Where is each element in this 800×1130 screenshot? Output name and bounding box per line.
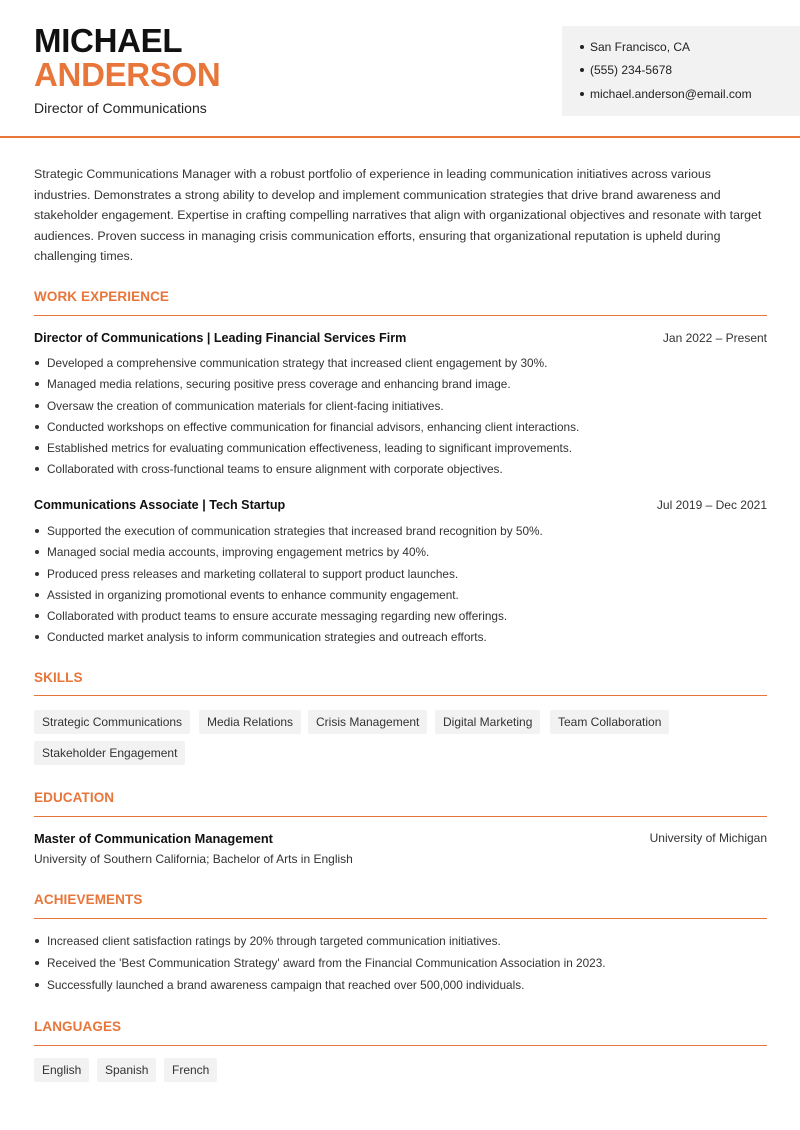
job-title: Director of Communications — [34, 100, 207, 116]
section-title-work: WORK EXPERIENCE — [34, 289, 170, 304]
section-title-education: EDUCATION — [34, 790, 115, 805]
contact-email — [580, 87, 752, 101]
bullet-text: Collaborated with cross-functional teams to ensure alignment with corporate objectives. — [47, 462, 503, 477]
bullet-icon — [35, 382, 39, 386]
bullet-icon — [35, 939, 39, 943]
list-item — [34, 566, 769, 587]
contact-box — [562, 26, 800, 116]
job-dates: Jan 2022 – Present — [662, 331, 767, 345]
bullet-text: Established metrics for evaluating communication effectiveness, leading to significant improvements. — [47, 441, 573, 456]
section-divider — [34, 1045, 767, 1046]
list-item — [34, 523, 769, 544]
list-item — [34, 955, 769, 977]
bullet-icon — [35, 361, 39, 365]
bullet-text: Managed media relations, securing positive press coverage and enhancing brand image. — [47, 377, 511, 392]
list-item — [34, 544, 769, 565]
section-divider — [34, 695, 767, 696]
bullet-icon — [580, 92, 584, 96]
list-item — [34, 440, 769, 461]
list-item — [34, 376, 769, 397]
education-detail: University of Southern California; Bachelor of Arts in English — [34, 852, 353, 866]
language-chip: French — [164, 1058, 217, 1082]
bullet-icon — [35, 572, 39, 576]
list-item — [34, 933, 769, 955]
list-item — [34, 419, 769, 440]
bullet-icon — [580, 68, 584, 72]
bullet-text: Assisted in organizing promotional events to enhance community engagement. — [47, 587, 459, 602]
contact-phone — [580, 63, 672, 77]
achievement-bullets — [34, 933, 769, 999]
bullet-text: Managed social media accounts, improving engagement metrics by 40%. — [47, 545, 430, 560]
language-chip: English — [34, 1058, 89, 1082]
list-item — [34, 629, 769, 650]
list-item — [34, 977, 769, 999]
section-divider — [34, 816, 767, 817]
resume-header — [0, 0, 800, 138]
section-title-languages: LANGUAGES — [34, 1019, 122, 1034]
bullet-text: Oversaw the creation of communication materials for client-facing initiatives. — [47, 398, 444, 413]
job-heading: Communications Associate | Tech Startup — [34, 498, 286, 512]
location-text: San Francisco, CA — [590, 40, 691, 54]
email-text: michael.anderson@email.com — [590, 87, 752, 101]
phone-text: (555) 234-5678 — [590, 63, 673, 77]
list-item — [34, 461, 769, 482]
bullet-icon — [35, 446, 39, 450]
first-name: MICHAEL — [34, 22, 183, 59]
bullet-icon — [35, 550, 39, 554]
bullet-text: Collaborated with product teams to ensure accurate messaging regarding new offerings. — [47, 609, 508, 624]
education-degree: Master of Communication Management — [34, 831, 273, 846]
skill-chip: Stakeholder Engagement — [34, 741, 185, 765]
language-chip: Spanish — [97, 1058, 156, 1082]
bullet-text: Produced press releases and marketing collateral to support product launches. — [47, 566, 459, 581]
skill-chip: Crisis Management — [308, 710, 427, 734]
education-school: University of Michigan — [649, 831, 767, 845]
list-item — [34, 587, 769, 608]
bullet-icon — [35, 635, 39, 639]
bullet-icon — [35, 593, 39, 597]
list-item — [34, 608, 769, 629]
section-title-achievements: ACHIEVEMENTS — [34, 892, 143, 907]
bullet-text: Received the 'Best Communication Strategy' award from the Financial Communication Association in 2023. — [47, 956, 606, 970]
bullet-text: Supported the execution of communication strategies that increased brand recognition by 50%. — [47, 524, 543, 538]
last-name: ANDERSON — [34, 56, 221, 93]
bullet-icon — [35, 614, 39, 618]
bullet-text: Increased client satisfaction ratings by 20% through targeted communication initiatives. — [47, 934, 501, 948]
bullet-text: Developed a comprehensive communication strategy that increased client engagement by 30%. — [47, 356, 548, 370]
job-dates: Jul 2019 – Dec 2021 — [656, 498, 767, 512]
summary-paragraph: Strategic Communications Manager with a robust portfolio of experience in leading communication initiatives across various industries. Demonstrates a strong ability to develop and implement communication strategies that drive brand awareness and stakeholder engagement. Expertise in crafting compelling narratives that align with organizational objectives and resonate with target audiences. Proven success in managing crisis communication efforts, ensuring that organizational reputation is upheld during challenging times. — [34, 167, 762, 263]
bullet-icon — [35, 467, 39, 471]
job-heading: Director of Communications | Leading Financial Services Firm — [34, 331, 407, 345]
bullet-text: Conducted workshops on effective communication for financial advisors, enhancing client interactions. — [47, 419, 580, 434]
bullet-text: Conducted market analysis to inform communication strategies and outreach efforts. — [47, 630, 487, 645]
contact-location — [580, 40, 690, 54]
list-item — [34, 398, 769, 419]
bullet-icon — [35, 425, 39, 429]
bullet-icon — [580, 45, 584, 49]
bullet-icon — [35, 961, 39, 965]
bullet-icon — [35, 983, 39, 987]
skill-chip: Digital Marketing — [435, 710, 540, 734]
bullet-icon — [35, 529, 39, 533]
job-bullets — [34, 355, 769, 483]
list-item — [34, 355, 769, 376]
skill-chip: Team Collaboration — [550, 710, 669, 734]
bullet-text: Successfully launched a brand awareness campaign that reached over 500,000 individuals. — [47, 978, 525, 992]
skill-chip: Media Relations — [199, 710, 301, 734]
bullet-icon — [35, 404, 39, 408]
job-bullets — [34, 523, 769, 651]
section-title-skills: SKILLS — [34, 670, 83, 685]
section-divider — [34, 315, 767, 316]
skill-chip: Strategic Communications — [34, 710, 190, 734]
section-divider — [34, 918, 767, 919]
